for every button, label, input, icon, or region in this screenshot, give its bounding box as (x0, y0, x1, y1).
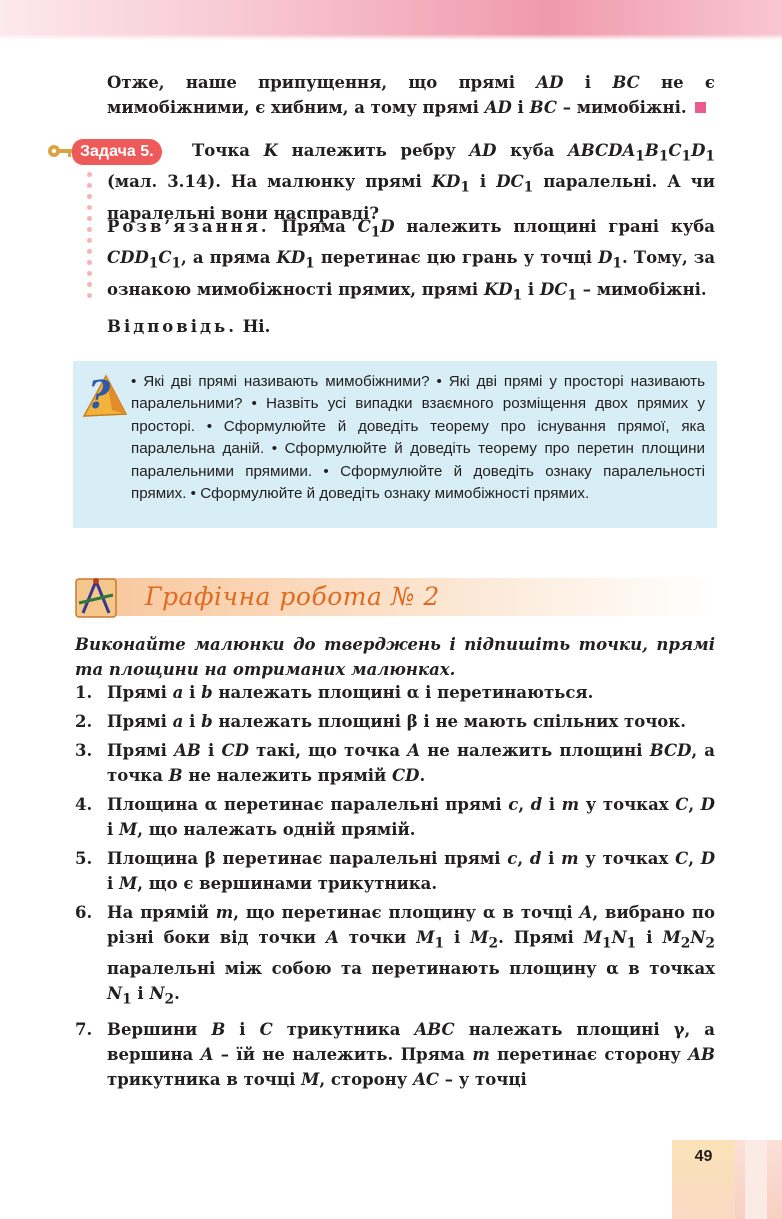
list-item: 5. Площина β перетинає паралельні прямі c, d і m у точках C, D і M, що є вершинами трикутника. (75, 849, 715, 893)
graphic-work-intro: Виконайте малюнки до тверджень і підпишіть точки, прямі та площини на отриманих малюнках. (75, 635, 715, 679)
task-solution: Розв’язання. Пряма $C_1D$ належить площині грані куба $CDD_1C_1$, а пряма $KD_1$ перетинає цю грань у точці $D_1$. Тому, за ознакою мимобіжності прямих, прямі $KD_1$ і $DC_1$ – мимобіжні. (107, 217, 716, 303)
list-item: 7. Вершини B і C трикутника ABC належать площині γ, а вершина A – їй не належить. Пряма m перетинає сторону AB трикутника в точці M, сторону AC – у точці (75, 1019, 715, 1089)
task-statement: Точка K належить ребру AD куба $ABCDA_1B_1C_1D_1$ (мал. 3.14). На малюнку прямі $KD_1$ і $DC_1$ паралельні. А чи паралельні вони насправді? (107, 141, 715, 223)
review-questions: • Які дві прямі називають мимобіжними? • Які дві прямі у просторі називають паралельними? • Назвіть усі випадки взаємного розміщення двох прямих у просторі. • Сформулюйте й доведіть теорему про існування прямої, яка паралельна даній. • Сформулюйте й доведіть теорему про перетин площини паралельними прямими. • Сформулюйте й доведіть ознаку паралельності прямих. • Сформулюйте й доведіть ознаку мимобіжності прямих. (131, 373, 705, 503)
top-decorative-band (0, 0, 782, 40)
graphic-work-list (75, 680, 715, 1096)
svg-text:?: ? (88, 372, 111, 417)
solution-label: Розв’язання. (107, 217, 270, 236)
list-item: 6. На прямій m, що перетинає площину α в точці A, вибрано по різні боки від точки A точки $M_1$ і $M_2$. Прямі $M_1N_1$ і $M_2N_2$ паралельні між собою та перетинають площину α в точках $N_1$ і $N_2$. (75, 903, 716, 1008)
list-item: 2. Прямі a і b належать площині β і не мають спільних точок. (75, 712, 686, 731)
question-mark-icon (78, 372, 128, 418)
task-answer: Відповідь. Ні. (107, 317, 271, 336)
conclusion-paragraph: Отже, наше припущення, що прямі AD і BC не є мимобіжними, є хибним, а тому прямі AD і BC – мимобіжні. (107, 73, 715, 117)
list-item: 3. Прямі AB і CD такі, що точка A не належить площині BCD, а точка B не належить прямій CD. (75, 741, 715, 785)
list-item: 1. Прямі a і b належать площині α і перетинаються. (75, 683, 594, 702)
corner-decoration-inner (745, 1140, 767, 1219)
compass-ruler-icon (73, 573, 119, 621)
page-number: 49 (694, 1148, 713, 1165)
dotted-margin-line (86, 172, 94, 332)
end-of-proof-mark (695, 102, 706, 113)
answer-label: Відповідь. (107, 317, 237, 336)
task-badge: Задача 5. (72, 139, 162, 165)
list-item: 4. Площина α перетинає паралельні прямі c, d і m у точках C, D і M, що належать одній прямій. (75, 795, 715, 839)
graphic-work-title: Графічна робота № 2 (145, 582, 440, 611)
